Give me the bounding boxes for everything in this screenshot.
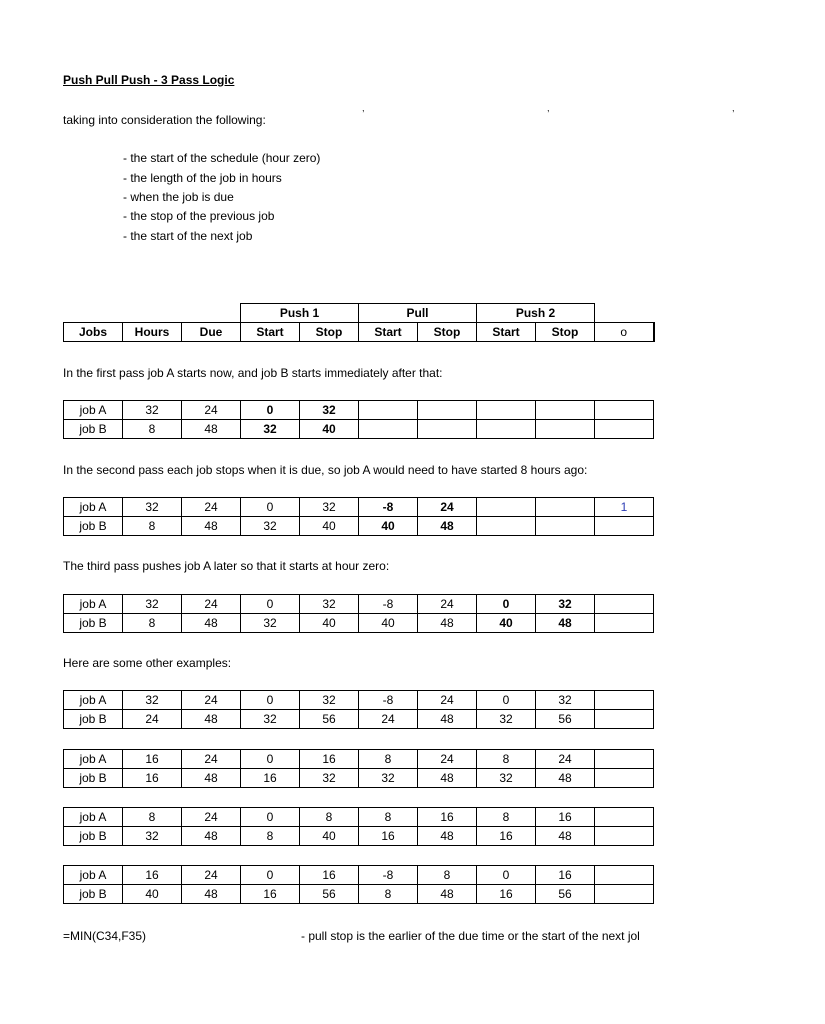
table-cell: 56 [536, 885, 595, 904]
table-cell: 40 [359, 517, 418, 536]
table-cell: 8 [359, 750, 418, 769]
table-cell: 48 [418, 517, 477, 536]
paragraph: The third pass pushes job A later so that it starts at hour zero: [63, 559, 390, 573]
table-cell: 48 [418, 885, 477, 904]
table-cell: 32 [300, 769, 359, 788]
table-cell: 24 [418, 595, 477, 614]
table-cell: 16 [477, 827, 536, 846]
table-cell: 48 [418, 769, 477, 788]
table-cell: 40 [359, 614, 418, 633]
table-cell [418, 401, 477, 420]
table-cell [595, 710, 654, 729]
table-row [64, 498, 654, 517]
table-cell [359, 420, 418, 439]
table-cell: 32 [477, 710, 536, 729]
table-cell: 48 [182, 827, 241, 846]
bullet-item: - the length of the job in hours [123, 171, 282, 185]
table-cell: 24 [418, 691, 477, 710]
table-cell: 24 [418, 498, 477, 517]
table-cell: -8 [359, 866, 418, 885]
table-cell: 32 [123, 595, 182, 614]
table-row [64, 691, 654, 710]
table-cell [536, 498, 595, 517]
table-cell [595, 769, 654, 788]
table-cell: 0 [477, 691, 536, 710]
table-cell: 32 [300, 498, 359, 517]
job-name-cell: job B [64, 517, 123, 536]
table-cell: 8 [123, 614, 182, 633]
table-row [64, 517, 654, 536]
table-cell: 0 [241, 595, 300, 614]
column-header [63, 303, 655, 342]
col-header-due: Due [182, 323, 241, 342]
table-cell: 8 [300, 808, 359, 827]
table-cell [418, 420, 477, 439]
table-cell: 56 [536, 710, 595, 729]
table-cell: 32 [123, 498, 182, 517]
table-cell [477, 420, 536, 439]
job-name-cell: job B [64, 420, 123, 439]
table-cell: 8 [359, 808, 418, 827]
col-header-jobs: Jobs [64, 323, 123, 342]
col-header-push2-stop: Stop [536, 323, 595, 342]
table-cell [595, 808, 654, 827]
table-cell: 40 [300, 517, 359, 536]
table-cell: 32 [300, 691, 359, 710]
table-cell [595, 401, 654, 420]
table-cell: 48 [536, 827, 595, 846]
job-name-cell: job A [64, 808, 123, 827]
table-cell: 40 [300, 827, 359, 846]
group-header-push1: Push 1 [241, 304, 359, 323]
table-cell: 48 [536, 614, 595, 633]
table-row [64, 401, 654, 420]
bullet-item: - the start of the schedule (hour zero) [123, 151, 321, 165]
table-cell: 48 [536, 769, 595, 788]
table-cell: 56 [300, 885, 359, 904]
table-cell: 16 [477, 885, 536, 904]
table-example-1 [63, 690, 654, 729]
table-cell: 0 [477, 595, 536, 614]
table-cell [477, 517, 536, 536]
job-name-cell: job B [64, 710, 123, 729]
paragraph: In the second pass each job stops when it is due, so job A would need to have started 8 hours ago: [63, 463, 588, 477]
table-cell: 32 [477, 769, 536, 788]
table-cell [536, 401, 595, 420]
table-cell: 16 [241, 885, 300, 904]
table-cell: 24 [359, 710, 418, 729]
table-cell: 0 [241, 691, 300, 710]
table-cell: 8 [123, 517, 182, 536]
table-cell: 8 [477, 750, 536, 769]
table-cell: 0 [241, 808, 300, 827]
clipped-intro-text: , , , [362, 103, 825, 113]
table-cell [595, 420, 654, 439]
table-cell: 32 [241, 614, 300, 633]
table-cell: 48 [182, 420, 241, 439]
table-cell: 16 [359, 827, 418, 846]
table-row [64, 614, 654, 633]
col-header-push1-stop: Stop [300, 323, 359, 342]
table-cell: 32 [123, 827, 182, 846]
table-cell [595, 885, 654, 904]
table-cell [595, 750, 654, 769]
paragraph: In the first pass job A starts now, and job B starts immediately after that: [63, 366, 443, 380]
table-cell: 24 [418, 750, 477, 769]
col-header-push1-start: Start [241, 323, 300, 342]
table-cell: 8 [123, 808, 182, 827]
bullet-item: - the stop of the previous job [123, 209, 275, 223]
table-cell: 32 [241, 710, 300, 729]
job-name-cell: job B [64, 614, 123, 633]
table-row [64, 420, 654, 439]
table-cell: 16 [536, 866, 595, 885]
table-example-2 [63, 749, 654, 788]
table-cell: 48 [418, 710, 477, 729]
formula-text: =MIN(C34,F35) [63, 929, 147, 943]
group-header-pull: Pull [359, 304, 477, 323]
table-cell: 24 [123, 710, 182, 729]
job-name-cell: job A [64, 866, 123, 885]
table-cell: 0 [241, 866, 300, 885]
table-row [64, 710, 654, 729]
table-row [64, 750, 654, 769]
table-cell: 48 [182, 710, 241, 729]
table-cell: -8 [359, 691, 418, 710]
group-header-push2: Push 2 [477, 304, 595, 323]
bullet-item: - the start of the next job [123, 229, 253, 243]
table-cell: 16 [241, 769, 300, 788]
table-cell [595, 827, 654, 846]
table-cell: 40 [300, 614, 359, 633]
intro-text: taking into consideration the following: [63, 113, 266, 127]
table-cell: 0 [241, 401, 300, 420]
table-cell: 16 [300, 866, 359, 885]
formula-note: - pull stop is the earlier of the due time or the start of the next jol [301, 929, 640, 943]
table-row [64, 866, 654, 885]
job-name-cell: job B [64, 827, 123, 846]
job-name-cell: job A [64, 595, 123, 614]
table-cell: -8 [359, 595, 418, 614]
table-cell: 0 [241, 750, 300, 769]
table-cell: 32 [359, 769, 418, 788]
table-cell: 8 [241, 827, 300, 846]
table-cell: 48 [182, 769, 241, 788]
table-cell: 16 [123, 866, 182, 885]
table-cell: 32 [123, 691, 182, 710]
table-row [64, 885, 654, 904]
table-example-4 [63, 865, 654, 904]
job-name-cell: job B [64, 769, 123, 788]
table-cell: 16 [123, 750, 182, 769]
table-cell: 48 [182, 517, 241, 536]
table-cell: 48 [182, 614, 241, 633]
table-cell: 16 [123, 769, 182, 788]
job-name-cell: job A [64, 750, 123, 769]
table-example-3 [63, 807, 654, 846]
table-cell: 0 [241, 498, 300, 517]
table-row [64, 595, 654, 614]
col-header-hours: Hours [123, 323, 182, 342]
table-cell: 24 [536, 750, 595, 769]
table-cell [595, 517, 654, 536]
job-name-cell: job B [64, 885, 123, 904]
page-title: Push Pull Push - 3 Pass Logic [63, 73, 235, 87]
table-pass2 [63, 497, 654, 536]
table-cell: 32 [300, 595, 359, 614]
table-cell: 40 [123, 885, 182, 904]
table-cell: 48 [418, 827, 477, 846]
table-cell: 16 [300, 750, 359, 769]
table-cell: -8 [359, 498, 418, 517]
table-cell: 32 [241, 517, 300, 536]
table-row [64, 808, 654, 827]
col-header-extra: o [595, 323, 654, 342]
table-cell [595, 866, 654, 885]
table-row [64, 769, 654, 788]
table-cell: 24 [182, 691, 241, 710]
table-cell: 16 [536, 808, 595, 827]
table-cell: 24 [182, 750, 241, 769]
table-cell: 8 [477, 808, 536, 827]
table-pass3 [63, 594, 654, 633]
job-name-cell: job A [64, 498, 123, 517]
col-header-pull-stop: Stop [418, 323, 477, 342]
table-cell: 40 [477, 614, 536, 633]
table-pass1 [63, 400, 654, 439]
table-cell [595, 595, 654, 614]
paragraph: Here are some other examples: [63, 656, 232, 670]
table-cell [536, 517, 595, 536]
table-cell: 8 [123, 420, 182, 439]
table-cell: 48 [182, 885, 241, 904]
col-header-push2-start: Start [477, 323, 536, 342]
table-cell: 32 [123, 401, 182, 420]
job-name-cell: job A [64, 691, 123, 710]
table-cell: 1 [595, 498, 654, 517]
job-name-cell: job A [64, 401, 123, 420]
table-cell: 56 [300, 710, 359, 729]
col-header-pull-start: Start [359, 323, 418, 342]
table-cell [359, 401, 418, 420]
table-cell: 24 [182, 595, 241, 614]
table-cell: 8 [418, 866, 477, 885]
table-cell [477, 401, 536, 420]
table-cell: 24 [182, 808, 241, 827]
bullet-item: - when the job is due [123, 190, 234, 204]
table-cell: 32 [300, 401, 359, 420]
table-cell: 16 [418, 808, 477, 827]
table-cell: 0 [477, 866, 536, 885]
table-cell: 24 [182, 401, 241, 420]
table-cell: 32 [536, 595, 595, 614]
table-cell: 40 [300, 420, 359, 439]
table-cell: 24 [182, 498, 241, 517]
table-cell: 32 [241, 420, 300, 439]
table-cell [477, 498, 536, 517]
table-cell: 24 [182, 866, 241, 885]
table-cell: 8 [359, 885, 418, 904]
table-cell [536, 420, 595, 439]
table-cell: 48 [418, 614, 477, 633]
table-cell [595, 614, 654, 633]
table-row [64, 827, 654, 846]
table-cell: 32 [536, 691, 595, 710]
table-cell [595, 691, 654, 710]
